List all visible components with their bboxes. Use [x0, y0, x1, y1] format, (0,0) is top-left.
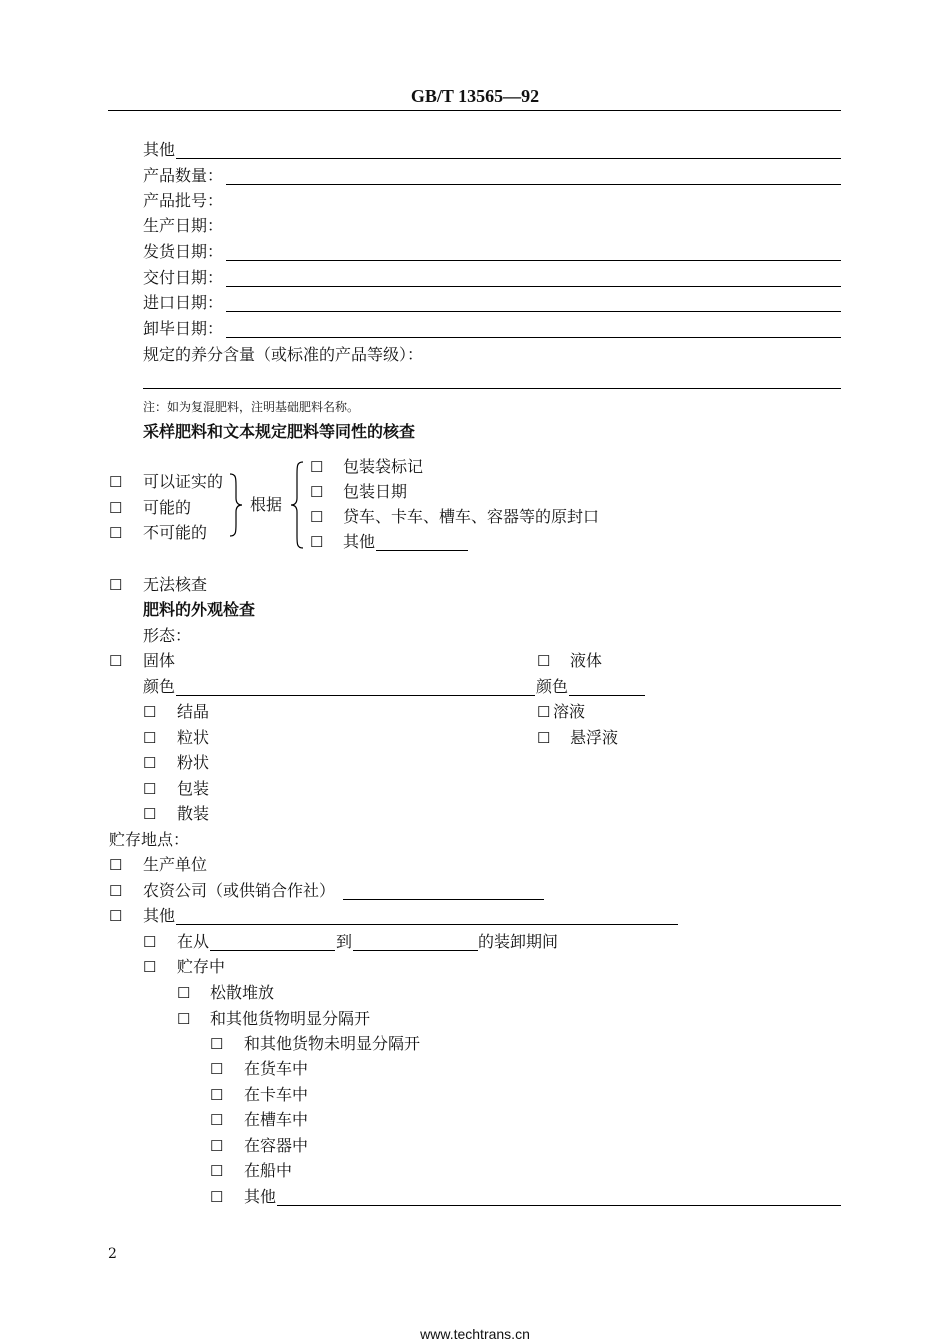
field-quantity-label: 产品数量： [143, 166, 224, 185]
solid-color-label: 颜色 [143, 677, 176, 696]
checkbox-impossible[interactable]: ☐ [109, 524, 123, 542]
checkbox-bulk-pile[interactable]: ☐ [177, 984, 191, 1002]
option-bulk: 散装 [177, 804, 210, 823]
checkbox-solution[interactable]: ☐ [537, 703, 551, 721]
checkbox-verifiable[interactable]: ☐ [109, 473, 123, 491]
period-from-line[interactable] [210, 950, 335, 951]
header-rule [108, 110, 841, 111]
checkbox-cannot-check[interactable]: ☐ [109, 576, 123, 594]
field-quantity-line[interactable] [226, 184, 841, 185]
field-nutrient-line[interactable] [143, 388, 841, 389]
checkbox-in-container[interactable]: ☐ [210, 1137, 224, 1155]
checkbox-storage-other[interactable]: ☐ [109, 907, 123, 925]
checkbox-crystal[interactable]: ☐ [143, 703, 157, 721]
left-brace [289, 460, 305, 550]
liquid-color-line[interactable] [569, 695, 645, 696]
checkbox-original-seal[interactable]: ☐ [310, 508, 324, 526]
field-unloading-date-line[interactable] [226, 337, 841, 338]
field-other-label: 其他 [143, 140, 176, 159]
form-label: 形态： [143, 626, 192, 645]
option-agri-company: 农资公司（或供销合作社） [143, 881, 336, 900]
option-original-seal: 贷车、卡车、槽车、容器等的原封口 [343, 507, 600, 526]
storage-other-line[interactable] [176, 924, 678, 925]
period-to-line[interactable] [353, 950, 478, 951]
option-in-truck: 在卡车中 [244, 1085, 309, 1104]
checkbox-producer[interactable]: ☐ [109, 856, 123, 874]
option-separated: 和其他货物明显分隔开 [210, 1009, 371, 1028]
solid-color-line[interactable] [176, 695, 535, 696]
option-verifiable: 可以证实的 [143, 472, 224, 491]
checkbox-location-other[interactable]: ☐ [210, 1188, 224, 1206]
right-brace [228, 472, 244, 538]
checkbox-liquid[interactable]: ☐ [537, 652, 551, 670]
checkbox-in-truck[interactable]: ☐ [210, 1086, 224, 1104]
field-batch-label: 产品批号： [143, 191, 224, 210]
option-bulk-pile: 松散堆放 [210, 983, 275, 1002]
field-import-date-label: 进口日期： [143, 293, 224, 312]
option-not-separated: 和其他货物未明显分隔开 [244, 1034, 421, 1053]
document-header: GB/T 13565—92 [410, 86, 540, 106]
checkbox-in-tanker[interactable]: ☐ [210, 1111, 224, 1129]
option-storage-other: 其他 [143, 906, 176, 925]
period-to-label: 到 [336, 932, 353, 951]
basis-label: 根据 [250, 495, 283, 514]
option-liquid: 液体 [570, 651, 603, 670]
option-bag-marking: 包装袋标记 [343, 457, 424, 476]
field-unloading-date-label: 卸毕日期： [143, 319, 224, 338]
field-shipping-date-line[interactable] [226, 260, 841, 261]
option-in-tanker: 在槽车中 [244, 1110, 309, 1129]
option-suspension: 悬浮液 [570, 728, 619, 747]
option-producer: 生产单位 [143, 855, 208, 874]
agri-company-line[interactable] [343, 899, 544, 900]
field-nutrient-label: 规定的养分含量（或标准的产品等级）： [143, 345, 424, 364]
basis-other-line[interactable] [376, 550, 468, 551]
field-delivery-date-label: 交付日期： [143, 268, 224, 287]
checkbox-granular[interactable]: ☐ [143, 729, 157, 747]
field-production-date-label: 生产日期： [143, 216, 224, 235]
checkbox-basis-other[interactable]: ☐ [310, 533, 324, 551]
option-packing-date: 包装日期 [343, 482, 408, 501]
option-in-wagon: 在货车中 [244, 1059, 309, 1078]
storage-label: 贮存地点： [109, 830, 190, 849]
checkbox-packaged[interactable]: ☐ [143, 780, 157, 798]
option-powder: 粉状 [177, 753, 210, 772]
note-text: 注：如为复混肥料，注明基础肥料名称。 [143, 400, 360, 414]
field-shipping-date-label: 发货日期： [143, 242, 224, 261]
checkbox-not-separated[interactable]: ☐ [210, 1035, 224, 1053]
option-cannot-check: 无法核查 [143, 575, 208, 594]
field-other-line[interactable] [176, 158, 841, 159]
option-in-container: 在容器中 [244, 1136, 309, 1155]
checkbox-solid[interactable]: ☐ [109, 652, 123, 670]
option-possible: 可能的 [143, 498, 192, 517]
checkbox-powder[interactable]: ☐ [143, 754, 157, 772]
checkbox-bag-marking[interactable]: ☐ [310, 458, 324, 476]
checkbox-in-storage[interactable]: ☐ [143, 958, 157, 976]
option-solution: 溶液 [553, 702, 586, 721]
option-in-ship: 在船中 [244, 1161, 293, 1180]
field-import-date-line[interactable] [226, 311, 841, 312]
checkbox-in-ship[interactable]: ☐ [210, 1162, 224, 1180]
checkbox-separated[interactable]: ☐ [177, 1010, 191, 1028]
identity-heading: 采样肥料和文本规定肥料等同性的核查 [143, 422, 416, 441]
checkbox-suspension[interactable]: ☐ [537, 729, 551, 747]
checkbox-agri-company[interactable]: ☐ [109, 882, 123, 900]
checkbox-possible[interactable]: ☐ [109, 499, 123, 517]
appearance-heading: 肥料的外观检查 [143, 600, 256, 619]
option-packaged: 包装 [177, 779, 210, 798]
option-in-storage: 贮存中 [177, 957, 226, 976]
option-basis-other: 其他 [343, 532, 376, 551]
period-suffix-label: 的装卸期间 [478, 932, 559, 951]
page-number: 2 [108, 1246, 117, 1262]
option-solid: 固体 [143, 651, 176, 670]
option-crystal: 结晶 [177, 702, 210, 721]
location-other-line[interactable] [277, 1205, 841, 1206]
checkbox-bulk[interactable]: ☐ [143, 805, 157, 823]
website-link[interactable]: www.techtrans.cn [420, 1326, 530, 1342]
option-granular: 粒状 [177, 728, 210, 747]
period-from-label: 在从 [177, 932, 210, 951]
liquid-color-label: 颜色 [536, 677, 569, 696]
field-delivery-date-line[interactable] [226, 286, 841, 287]
option-impossible: 不可能的 [143, 523, 208, 542]
option-location-other: 其他 [244, 1187, 277, 1206]
checkbox-loading-period[interactable]: ☐ [143, 933, 157, 951]
checkbox-in-wagon[interactable]: ☐ [210, 1060, 224, 1078]
checkbox-packing-date[interactable]: ☐ [310, 483, 324, 501]
